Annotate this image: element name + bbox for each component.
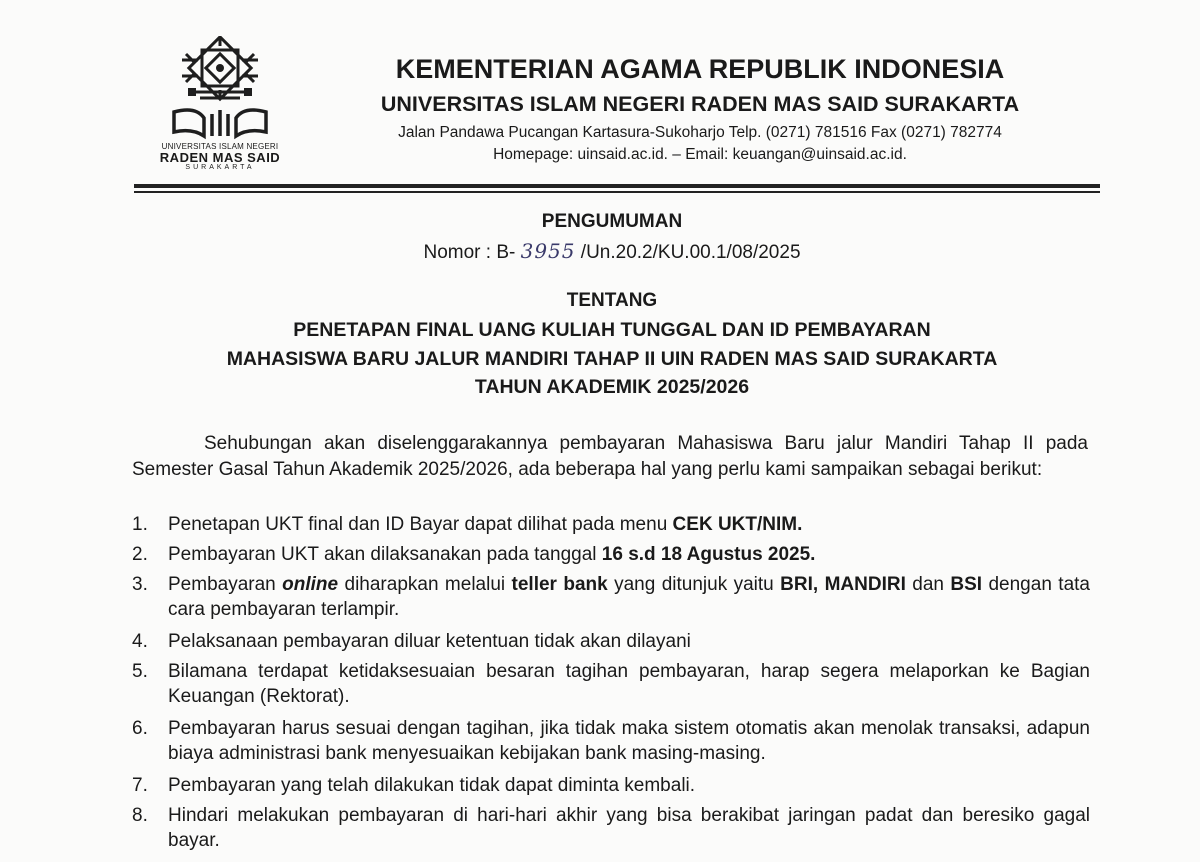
list-text: Bilamana terdapat ketidaksesuaian besaran tagihan pembayaran, harap segera melaporkan ke Bagian Keuangan (Rektorat). <box>168 661 1090 707</box>
letterhead-rule-thin <box>134 191 1100 193</box>
letterhead-rule-thick <box>134 184 1100 188</box>
list-text-bold: BRI, MANDIRI <box>780 574 906 595</box>
number-prefix: Nomor : B- <box>423 242 516 263</box>
list-text-bold: 16 s.d 18 Agustus 2025. <box>601 544 816 565</box>
list-text: diharapkan melalui <box>338 574 512 595</box>
list-text: Pelaksanaan pembayaran diluar ketentuan tidak akan dilayani <box>168 631 691 652</box>
university-contact: Homepage: uinsaid.ac.id. – Email: keuangan@uinsaid.ac.id. <box>493 146 907 163</box>
announcement-title-line3: TAHUN AKADEMIK 2025/2026 <box>474 376 750 398</box>
list-item <box>132 512 1090 537</box>
list-text-bold: CEK UKT/NIM. <box>672 514 803 535</box>
list-text: Penetapan UKT final dan ID Bayar dapat dilihat pada menu <box>168 514 673 535</box>
university-name: UNIVERSITAS ISLAM NEGERI RADEN MAS SAID SURAKARTA <box>380 92 1020 116</box>
list-number: 3. <box>132 574 148 595</box>
list-text: yang ditunjuk yaitu <box>607 574 781 595</box>
list-number: 4. <box>132 631 148 652</box>
announcement-heading: PENGUMUMAN <box>541 211 683 232</box>
announcement-list <box>132 512 1090 858</box>
number-handwritten: 3955 <box>520 239 576 263</box>
logo-caption-line3: SURAKARTA <box>185 164 255 171</box>
list-number: 8. <box>132 805 148 826</box>
list-item <box>132 629 1090 654</box>
list-number: 7. <box>132 775 148 796</box>
list-item <box>132 773 1090 798</box>
logo-caption-line1: UNIVERSITAS ISLAM NEGERI <box>161 142 279 151</box>
list-text: Pembayaran UKT akan dilaksanakan pada tanggal <box>168 544 602 565</box>
number-suffix: /Un.20.2/KU.00.1/08/2025 <box>580 242 801 263</box>
logo-emblem-icon <box>160 36 280 140</box>
list-text: Hindari melakukan pembayaran di hari-hari akhir yang bisa berakibat jaringan padat dan beresiko gagal bayar. <box>168 805 1090 851</box>
list-text: dengan tata cara pembayaran terlampir. <box>168 574 1090 620</box>
announcement-title-line2: MAHASISWA BARU JALUR MANDIRI TAHAP II UIN RADEN MAS SAID SURAKARTA <box>226 348 998 370</box>
list-number: 5. <box>132 661 148 682</box>
list-item <box>132 716 1090 766</box>
intro-paragraph: Sehubungan akan diselenggarakannya pembayaran Mahasiswa Baru jalur Mandiri Tahap II pada Semester Gasal Tahun Akademik 2025/2026, ada beberapa hal yang perlu kami sampaikan sebagai berikut: <box>132 433 1088 480</box>
list-text-bold: teller bank <box>511 574 608 595</box>
list-number: 2. <box>132 544 148 565</box>
announcement-title-line1: PENETAPAN FINAL UANG KULIAH TUNGGAL DAN ID PEMBAYARAN <box>293 319 931 341</box>
list-text: Pembayaran <box>168 574 283 595</box>
list-number: 1. <box>132 514 148 535</box>
list-item <box>132 542 1090 567</box>
list-item <box>132 803 1090 853</box>
ministry-name: KEMENTERIAN AGAMA REPUBLIK INDONESIA <box>395 54 1005 84</box>
list-text: Pembayaran harus sesuai dengan tagihan, jika tidak maka sistem otomatis akan menolak transaksi, adapun biaya administrasi bank menyesuaikan kebijakan bank masing-masing. <box>168 718 1090 764</box>
list-item <box>132 572 1090 622</box>
logo-caption-line2: RADEN MAS SAID <box>159 150 281 165</box>
university-address: Jalan Pandawa Pucangan Kartasura-Sukoharjo Telp. (0271) 781516 Fax (0271) 782774 <box>398 124 1002 141</box>
list-text-bold: BSI <box>950 574 983 595</box>
list-text: Pembayaran yang telah dilakukan tidak dapat diminta kembali. <box>168 775 696 796</box>
list-item <box>132 659 1090 709</box>
list-number: 6. <box>132 718 148 739</box>
announcement-about: TENTANG <box>566 290 658 311</box>
announcement-number <box>0 239 1200 264</box>
list-text: dan <box>905 574 951 595</box>
university-logo <box>150 36 290 170</box>
list-text-bold-italic: online <box>282 574 339 595</box>
